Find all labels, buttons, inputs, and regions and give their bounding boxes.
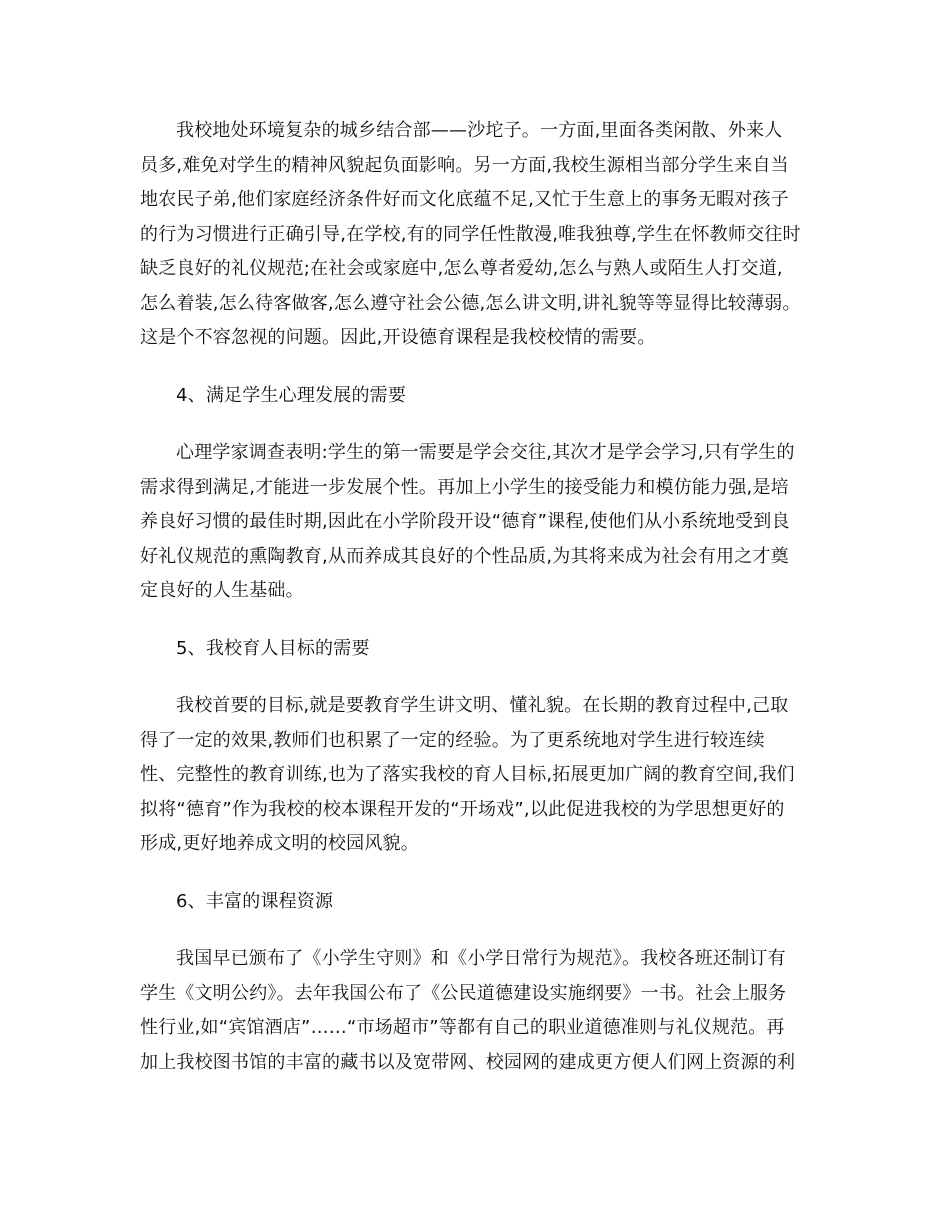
section-heading-5: 5、我校育人目标的需要	[176, 637, 370, 659]
text-line: 拟将“德育”作为我校的校本课程开发的“开场戏”,以此促进我校的为学思想更好的	[140, 798, 785, 820]
text-line: 缺乏良好的礼仪规范;在社会或家庭中,怎么尊者爱幼,怎么与熟人或陌生人打交道,	[140, 258, 783, 279]
text-line: 地农民子弟,他们家庭经济条件好而文化底蕴不足,又忙于生意上的事务无暇对孩子	[140, 189, 789, 210]
section-heading-6: 6、丰富的课程资源	[176, 890, 334, 912]
text-line: 怎么着装,怎么待客做客,怎么遵守社会公德,怎么讲文明,讲礼貌等等显得比较薄弱。	[140, 292, 801, 314]
paragraph-education-goal	[140, 689, 810, 862]
text-line: 养良好习惯的最佳时期,因此在小学阶段开设“德育”课程,使他们从小系统地受到良	[140, 511, 790, 532]
text-line: 得了一定的效果,教师们也积累了一定的经验。为了更系统地对学生进行较连续	[140, 729, 765, 751]
text-line: 加上我校图书馆的丰富的藏书以及宽带网、校园网的建成更方便人们网上资源的利	[140, 1051, 796, 1073]
text-line: 性、完整性的教育训练,也为了落实我校的育人目标,拓展更加广阔的教育空间,我们	[140, 764, 795, 785]
text-line: 心理学家调查表明:学生的第一需要是学会交往,其次才是学会学习,只有学生的	[176, 442, 795, 463]
paragraph-school-environment	[140, 114, 810, 356]
text-line: 的行为习惯进行正确引导,在学校,有的同学任性散漫,唯我独尊,学生在怀教师交往时	[140, 223, 801, 245]
text-line: 我国早已颁布了《小学生守则》和《小学日常行为规范》。我校各班还制订有	[176, 948, 786, 969]
text-line: 性行业,如“宾馆酒店”……“市场超市”等都有自己的职业道德准则与礼仪规范。再	[140, 1017, 785, 1038]
text-line: 员多,难免对学生的精神风貌起负面影响。另一方面,我校生源相当部分学生来自当	[140, 154, 789, 176]
text-line: 好礼仪规范的熏陶教育,从而养成其良好的个性品质,为其将来成为社会有用之才奠	[140, 545, 789, 567]
text-line: 学生《文明公约》。去年我国公布了《公民道德建设实施纲要》一书。社会上服务	[140, 982, 787, 1004]
document-body	[140, 114, 810, 1080]
text-line: 形成,更好地养成文明的校园风貌。	[140, 833, 419, 854]
text-line: 这是个不容忽视的问题。因此,开设德育课程是我校校情的需要。	[140, 327, 656, 348]
text-line: 我校首要的目标,就是要教育学生讲文明、懂礼貌。在长期的教育过程中,己取	[176, 695, 789, 716]
text-line: 我校地处环境复杂的城乡结合部——沙坨子。一方面,里面各类闲散、外来人	[176, 120, 783, 141]
section-heading-4: 4、满足学生心理发展的需要	[176, 384, 407, 406]
paragraph-curriculum-resources	[140, 942, 810, 1080]
text-line: 需求得到满足,才能进一步发展个性。再加上小学生的接受能力和模仿能力强,是培	[140, 476, 789, 498]
text-line: 定良好的人生基础。	[140, 580, 304, 601]
paragraph-psychology	[140, 436, 810, 609]
